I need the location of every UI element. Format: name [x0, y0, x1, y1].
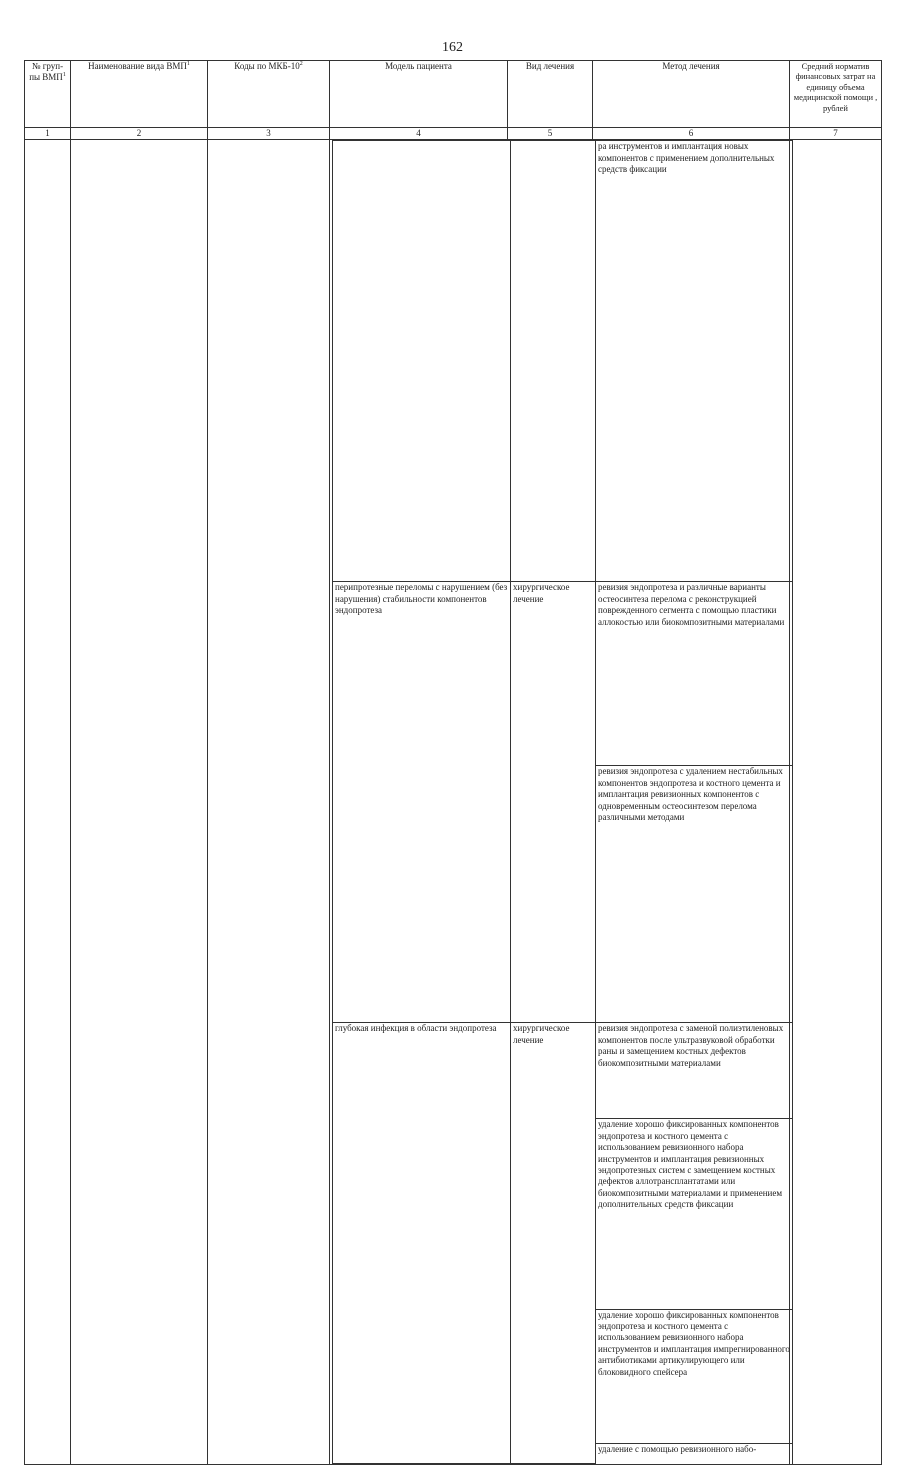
header-group-number: № груп-пы ВМП$^1$ [25, 61, 71, 128]
column-number: 5 [508, 128, 593, 140]
cell-icd-codes [208, 140, 330, 1465]
vmp-table [24, 60, 882, 1465]
block-row [333, 1023, 793, 1119]
nested-blocks [332, 140, 793, 1464]
column-number: 1 [25, 128, 71, 140]
header-row [25, 61, 882, 128]
treatment-type: хирургическое лечение [511, 1023, 596, 1464]
column-number: 7 [790, 128, 882, 140]
column-number: 6 [593, 128, 790, 140]
treatment-type [511, 141, 596, 582]
block-row [333, 141, 793, 582]
patient-model: глубокая инфекция в области эндопротеза [333, 1023, 511, 1464]
treatment-method: ревизия эндопротеза с удалением нестабильных компонентов эндопротеза и костного цемента и имплантация ревизионных компонентов с одновременным остеосинтезом перелома различными методами [596, 766, 793, 1023]
treatment-method: удаление хорошо фиксированных компонентов эндопротеза и костного цемента с использованием ревизионного набора инструментов и имплантация ревизионных эндопротезных систем с замещением костных дефектов аллотрансплантатами или биокомпозитными материалами и применением дополнительных средств фиксации [596, 1119, 793, 1309]
treatment-method: ревизия эндопротеза и различные варианты остеосинтеза перелома с реконструкцией поврежденного сегмента с помощью пластики аллокостью или биокомпозитными материалами [596, 582, 793, 766]
cell-models-methods [330, 140, 790, 1465]
column-number: 2 [71, 128, 208, 140]
header-cost-standard: Средний норматив финансовых затрат на единицу объема медицинской помощи , рублей [790, 61, 882, 128]
column-number: 3 [208, 128, 330, 140]
treatment-method: ревизия эндопротеза с заменой полиэтиленовых компонентов после ультразвуковой обработки раны и замещением костных дефектов биокомпозитными материалами [596, 1023, 793, 1119]
treatment-method: ра инструментов и имплантация новых компонентов с применением дополнительных средств фиксации [596, 141, 793, 582]
treatment-method: удаление хорошо фиксированных компонентов эндопротеза и костного цемента с использованием ревизионного набора инструментов и имплантация импрегнированного антибиотиками артикулирующего или блоковидного спейсера [596, 1309, 793, 1443]
header-patient-model: Модель пациента [330, 61, 508, 128]
cell-vmp-name [71, 140, 208, 1465]
table-row [25, 140, 882, 1465]
patient-model: перипротезные переломы с нарушением (без нарушения) стабильности компонентов эндопротеза [333, 582, 511, 1023]
page-number: 162 [442, 40, 463, 55]
block-row [333, 582, 793, 766]
treatment-type: хирургическое лечение [511, 582, 596, 1023]
treatment-method: удаление с помощью ревизионного набо- [596, 1443, 793, 1464]
header-treatment-type: Вид лечения [508, 61, 593, 128]
header-icd-codes: Коды по МКБ-$10^2$ [208, 61, 330, 128]
header-treatment-method: Метод лечения [593, 61, 790, 128]
patient-model [333, 141, 511, 582]
cell-cost-standard [790, 140, 882, 1465]
column-number-row [25, 128, 882, 140]
cell-group-number [25, 140, 71, 1465]
header-vmp-name: Наименование вида ВМП$^1$ [71, 61, 208, 128]
column-number: 4 [330, 128, 508, 140]
